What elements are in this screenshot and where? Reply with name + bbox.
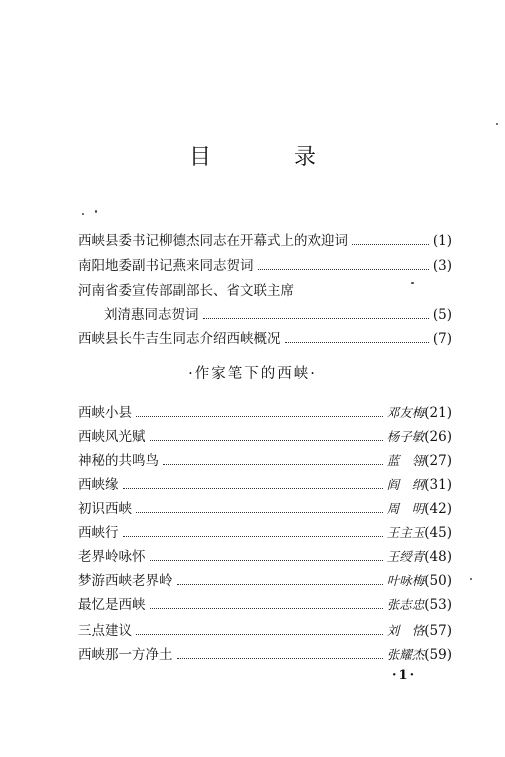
toc-entry-county-overview (78, 326, 452, 348)
dot-leader (258, 269, 429, 270)
toc-entry-author: 杨子敏 (386, 429, 425, 444)
toc-entry-title: 西峡县委书记柳德杰同志在开幕式上的欢迎词 (78, 233, 348, 249)
toc-entry-title: 南阳地委副书记燕来同志贺词 (78, 258, 254, 274)
toc-entry-welcome-speech (78, 228, 452, 250)
toc-entry-page: (53) (424, 597, 452, 613)
toc-entry (78, 400, 452, 422)
dot-leader (163, 464, 383, 465)
dot-leader (123, 536, 383, 537)
page-number: ·1· (392, 668, 417, 683)
scan-speck (496, 123, 498, 125)
toc-entry-title: 西峡风光赋 (78, 429, 146, 445)
toc-entry-author: 王主玉 (386, 525, 425, 540)
toc-entry-title: 西峡行 (78, 525, 119, 541)
toc-entry-title: 初识西峡 (78, 501, 132, 517)
dot-leader (177, 584, 383, 585)
scan-speck (95, 210, 97, 213)
toc-entry-author: 周 明 (386, 501, 425, 516)
toc-entry-title: 河南省委宣传部副部长、省文联主席 (78, 283, 294, 299)
toc-entry-congratulation-2-line2 (104, 302, 452, 324)
dot-leader (150, 608, 383, 609)
toc-entry (78, 618, 452, 640)
toc-entry (78, 472, 452, 494)
toc-entry-page: (27) (424, 453, 452, 469)
toc-entry-page: (1) (432, 233, 452, 249)
toc-entry-author: 阎 纲 (386, 477, 425, 492)
toc-entry-congratulation-2-line1 (78, 278, 452, 300)
toc-entry (78, 568, 452, 590)
dot-leader (136, 634, 383, 635)
dot-leader (177, 658, 383, 659)
toc-entry-title: 最忆是西峡 (78, 597, 146, 613)
toc-entry-page: (7) (432, 331, 452, 347)
toc-entry-author: 叶咏梅 (386, 573, 425, 588)
toc-entry (78, 544, 452, 566)
toc-entry (78, 642, 452, 664)
toc-entry-title: 梦游西峡老界岭 (78, 573, 173, 589)
toc-entry (78, 424, 452, 446)
toc-entry-page: (26) (424, 429, 452, 445)
toc-entry-title: 西峡那一方净土 (78, 647, 173, 663)
toc-entry-page: (50) (424, 573, 452, 589)
toc-entry (78, 448, 452, 470)
toc-entry-title: 神秘的共鸣鸟 (78, 453, 159, 469)
toc-entry-author: 张耀杰 (386, 647, 425, 662)
toc-entry-author: 蓝 翎 (386, 453, 425, 468)
dot-leader (123, 488, 383, 489)
section-heading: ·作家笔下的西峡· (188, 366, 317, 382)
toc-entry-page: (59) (424, 647, 452, 663)
toc-entry-author: 张志忠 (386, 597, 425, 612)
toc-entry-author: 邓友梅 (386, 405, 425, 420)
toc-entry-title: 三点建议 (78, 623, 132, 639)
toc-entry-page: (21) (424, 405, 452, 421)
scan-speck (470, 578, 472, 580)
toc-entry-congratulation-1 (78, 253, 452, 275)
toc-entry (78, 496, 452, 518)
toc-entry (78, 592, 452, 614)
toc-entry-page: (3) (432, 258, 452, 274)
dot-leader (203, 318, 429, 319)
toc-entry-page: (42) (424, 501, 452, 517)
toc-entry-author: 王绶青 (386, 549, 425, 564)
toc-entry-page: (57) (424, 623, 452, 639)
toc-entry-page: (45) (424, 525, 452, 541)
dot-leader (352, 244, 429, 245)
page-title: 目 录 (189, 145, 354, 170)
dot-leader (136, 416, 383, 417)
dot-leader (136, 512, 383, 513)
toc-entry (78, 520, 452, 542)
scan-speck (411, 282, 414, 284)
toc-entry-title: 刘清惠同志贺词 (104, 307, 199, 323)
toc-entry-title: 老界岭咏怀 (78, 549, 146, 565)
toc-entry-page: (5) (432, 307, 452, 323)
dot-leader (150, 440, 383, 441)
toc-entry-page: (48) (424, 549, 452, 565)
toc-entry-title: 西峡小县 (78, 405, 132, 421)
dot-leader (285, 342, 429, 343)
toc-entry-title: 西峡县长牛吉生同志介绍西峡概况 (78, 331, 281, 347)
dot-leader (150, 560, 383, 561)
toc-entry-page: (31) (424, 477, 452, 493)
scan-speck (82, 213, 84, 215)
toc-entry-author: 刘 恪 (386, 623, 425, 638)
toc-entry-title: 西峡缘 (78, 477, 119, 493)
